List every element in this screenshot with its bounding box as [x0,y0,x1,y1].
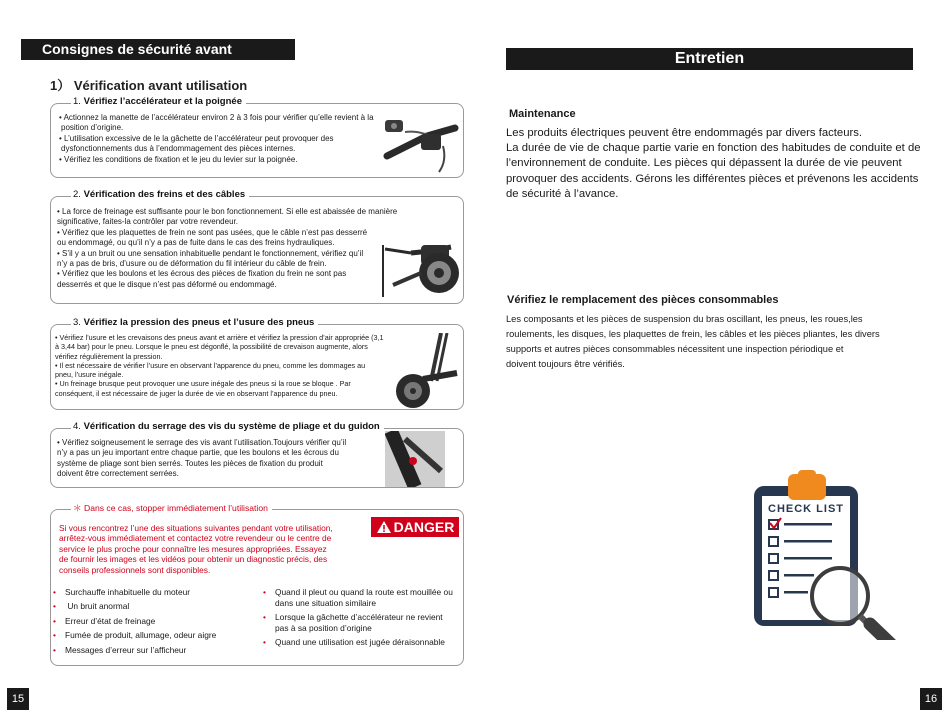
box-text-tires [55,333,391,398]
brake-disc-illustration [381,233,463,301]
checklist-clipboard-icon [748,470,918,640]
text-line: système de pliage sont bien serrés. Toutes les pièces de fixation du produit [57,458,323,468]
list-item-text: Erreur d’état de freinage [65,615,156,626]
box-number: 4. [73,421,81,432]
list-item [51,645,256,656]
text-line: Si vous rencontrez l’une des situations suivantes pendant votre utilisation, [59,523,333,533]
folding-mechanism-illustration [385,431,445,487]
text-line: La durée de vie de chaque partie varie en fonction des habitudes de conduite et de [506,142,921,155]
text-line: à 3,44 bar) pour le pneu. Lorsque le pneu est dégonflé, la possibilité de crevaison augmente, alors [55,342,368,352]
list-item [261,637,461,648]
bullet-dot: • [53,630,56,641]
list-item [51,587,256,598]
text-line: • Vérifiez l’usure et les crevaisons des pneus avant et arrière et vérifiez la pression d’air appropriée (3,1 [55,333,384,342]
danger-list-right [261,587,461,651]
box-title-tires [71,317,318,328]
list-item [51,601,256,612]
text-line: • Un freinage brusque peut provoquer une usure inégale des pneus si la roue se bloque . Par [55,379,351,389]
box-number: 3. [73,317,81,328]
bullet-dot: • [53,601,56,612]
text-line: position d’origine. [61,123,124,133]
bullet-dot: • [53,615,56,626]
box-title-text: Vérification des freins et des câbles [83,189,246,200]
box-text-brakes [57,207,437,290]
right-page-header: Entretien [506,48,913,70]
bullet-dot: • [263,611,266,622]
text-line: Les composants et les pièces de suspension du bras oscillant, les pneus, les roues,les [506,314,863,324]
text-line: significative, faites-la contrôler par votre revendeur. [57,217,238,227]
list-item [261,587,461,608]
list-item-text: Messages d’erreur sur l’afficheur [65,644,187,655]
text-line: • La force de freinage est suffisante pour le bon fonctionnement. Si elle est abaissée de manière [57,207,398,216]
left-page-header: Consignes de sécurité avant L’utilisation [21,39,295,60]
box-title-throttle [71,96,246,107]
text-line: provoquer des accidents. Gérons les différentes pièces et prévenons les accidents [506,172,919,185]
text-line: • Actionnez la manette de l’accélérateur environ 2 à 3 fois pour vérifier qu’elle revient à la [59,113,374,122]
text-line: vérifiez régulièrement la pression. [55,351,163,361]
box-number: 2. [73,189,81,200]
box-title-text: Vérification du serrage des vis du système de pliage et du guidon [83,421,380,432]
text-line: • Vérifiez que les boulons et les écrous des pièces de fixation du frein ne sont pas [57,269,347,279]
consumables-heading: Vérifiez le remplacement des pièces consommables [507,294,779,306]
box-title-text: Vérifiez l’accélérateur et la poignée [83,96,242,107]
list-item [261,612,461,633]
text-line: l’environnement de conduite. Les pièces qui dépassent la durée de vie peuvent [506,157,902,170]
list-item-text: pas à sa position d’origine [275,622,372,633]
list-item-text: Quand il pleut ou quand la route est mouillée ou [275,587,453,597]
danger-badge-label: DANGER [393,519,455,535]
text-line: dysfonctionnements dus à l’endommagement des pièces internes. [61,144,296,154]
bullet-dot: • [263,587,266,597]
box-number: 1. [73,96,81,107]
list-item-text: Fumée de produit, allumage, odeur aigre [65,630,217,641]
bullet-dot: • [53,644,56,655]
list-item-text: dans une situation similaire [275,597,377,608]
text-line: roulements, les disques, les plaquettes de frein, les câbles et les pièces pliantes, les divers [506,329,880,339]
danger-box-title: ＊ Dans ce cas, stopper immédiatement l’utilisation [71,502,272,514]
check-box-tires [50,317,464,410]
text-line: doivent toujours être vérifiés. [506,359,625,369]
warning-triangle-icon [376,520,392,534]
text-line: service le plus proche pour connaître les mesures appropriées. Essayez [59,543,327,554]
consumables-paragraph [506,312,916,372]
box-text-folding [57,438,377,480]
bullet-dot: • [53,587,56,597]
list-item-text: Surchauffe inhabituelle du moteur [65,587,191,597]
maintenance-paragraph [506,126,921,202]
box-title-text: Vérifiez la pression des pneus et l’usure des pneus [83,317,315,328]
text-line: de sécurité à l’avance. [506,187,619,200]
page-number-right: 16 [920,688,942,710]
text-line: n’y a pas de bris, d’usure ou de déformation du fil intérieur du câble de frein. [57,259,327,269]
text-line: • Vérifiez les conditions de fixation et le jeu du levier sur la poignée. [59,154,298,164]
check-box-throttle [50,96,464,178]
scooter-tire-illustration [391,333,463,409]
danger-intro [59,523,341,575]
list-item-text: Un bruit anormal [65,601,130,612]
text-line: doivent être correctement serrées. [57,469,179,479]
danger-list-left [51,587,256,659]
text-line: de fournir les images et les vidéos pour obtenir un diagnostic précis, des [59,554,328,565]
bullet-dot: • [263,636,266,647]
text-line: supports et autres pièces consommables nécessitent une inspection périodique et [506,344,844,354]
text-line: • Vérifiez que les plaquettes de frein ne sont pas usées, que le câble n’est pas desserré [57,227,368,237]
handlebar-throttle-illustration [377,106,463,176]
text-line: • S’il y a un bruit ou une sensation inhabituelle pendant le fonctionnement, vérifiez qu’il [57,248,364,258]
checklist-label: CHECK LIST [768,503,844,515]
box-text-throttle [59,113,389,165]
section-subtitle: 1） Vérification avant utilisation [50,78,248,93]
text-line: conséquent, il est nécessaire de juger la durée de vie en observant l’apparence du pneu. [55,388,338,398]
box-title-folding [71,421,384,432]
text-line: • Vérifiez soigneusement le serrage des vis avant l’utilisation.Toujours vérifier qu’il [57,438,347,447]
list-item [51,630,256,641]
text-line: • L’utilisation excessive de le la gâchette de l’accélérateur peut provoquer des [59,133,334,143]
text-line: pneu, l’usure inégale. [55,370,124,380]
page-number-left: 15 [7,688,29,710]
check-box-folding [50,421,464,488]
text-line: Les produits électriques peuvent être endommagés par divers facteurs. [506,127,863,139]
maintenance-heading: Maintenance [509,108,576,120]
text-line: desserrés et que le disque n’est pas déformé ou endommagé. [57,279,277,289]
text-line: arrêtez-vous immédiatement et contactez votre revendeur ou le centre de [59,533,332,544]
danger-box [50,503,464,666]
text-line: • Il est nécessaire de vérifier l’usure en observant l’apparence du pneu, comme les dommages au [55,360,366,370]
danger-badge [371,517,459,537]
text-line: conseils professionnels sont disponibles. [59,564,211,575]
list-item [51,616,256,627]
text-line: ou endommagé, ou qu’il n’y a pas de fuite dans le cas des freins hydrauliques. [57,238,335,248]
list-item-text: Quand une utilisation est jugée déraisonnable [275,636,445,647]
list-item-text: Lorsque la gâchette d’accélérateur ne revient [275,611,443,622]
text-line: n’y a pas un jeu important entre chaque partie, que les boulons et les écrous du [57,448,339,458]
box-title-brakes [71,189,249,200]
check-box-brakes [50,189,464,304]
